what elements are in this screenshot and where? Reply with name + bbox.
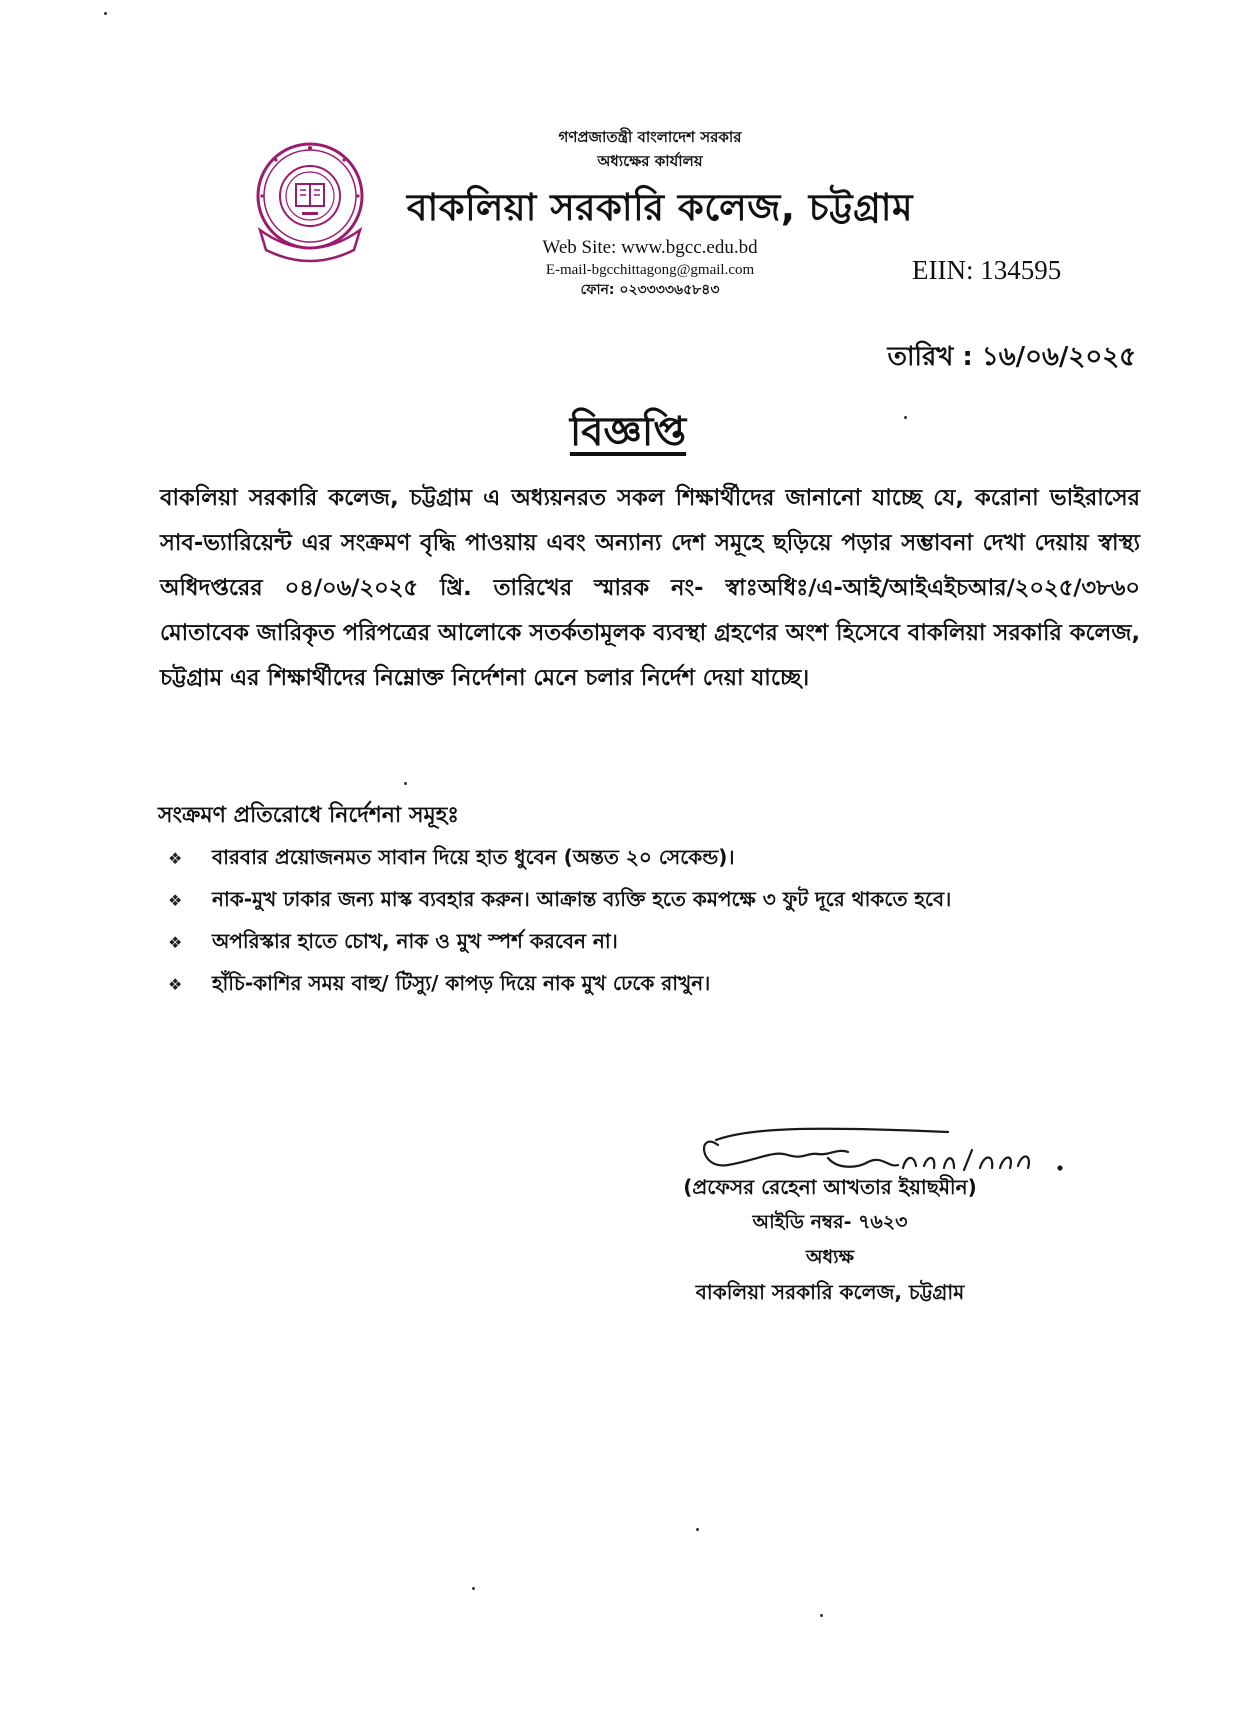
website-text: Web Site: www.bgcc.edu.bd: [542, 237, 758, 258]
scan-speck: [820, 1614, 823, 1617]
guideline-text: হাঁচি-কাশির সময় বাহু/ টিস্যু/ কাপড় দিয়ে নাক মুখ ঢেকে রাখুন।: [212, 971, 711, 995]
eiin-number: EIIN: 134595: [912, 255, 1062, 285]
guideline-item: [168, 968, 1148, 1000]
guideline-item: [168, 842, 1148, 874]
college-seal-logo: [246, 138, 374, 266]
guidelines-list: [168, 842, 1148, 1010]
guideline-item: [168, 884, 1148, 916]
guideline-text: নাক-মুখ ঢাকার জন্য মাস্ক ব্যবহার করুন। আক্রান্ত ব্যক্তি হতে কমপক্ষে ৩ ফুট দূরে থাকতে হবে।: [212, 887, 952, 911]
government-line: গণপ্রজাতন্ত্রী বাংলাদেশ সরকার: [558, 128, 742, 146]
signatory-institution: বাকলিয়া সরকারি কলেজ, চট্টগ্রাম: [695, 1280, 965, 1304]
scan-speck: [404, 782, 407, 785]
notice-body: বাকলিয়া সরকারি কলেজ, চট্টগ্রাম এ অধ্যয়নরত সকল শিক্ষার্থীদের জানানো যাচ্ছে যে, করোনা ভাইরাসের সাব-ভ্যারিয়েন্ট এর সংক্রমণ বৃদ্ধি পাওয়ায় এবং অন্যান্য দেশ সমূহে ছড়িয়ে পড়ার সম্ভাবনা দেখা দেয়ায় স্বাস্থ্য অধিদপ্তরের ০৪/০৬/২০২৫ খ্রি. তারিখের স্মারক নং- স্বাঃঅধিঃ/এ-আই/আইএইচআর/২০২৫/৩৮৬০ মোতাবেক জারিকৃত পরিপত্রের আলোকে সতর্কতামূলক ব্যবস্থা গ্রহণের অংশ হিসেবে বাকলিয়া সরকারি কলেজ, চট্টগ্রাম এর শিক্ষার্থীদের নিম্নোক্ত নির্দেশনা মেনে চলার নির্দেশ দেয়া যাচ্ছে।: [160, 485, 1140, 691]
signatory-name: (প্রফেসর রেহেনা আখতার ইয়াছমীন): [683, 1175, 977, 1199]
guideline-text: বারবার প্রয়োজনমত সাবান দিয়ে হাত ধুবেন (অন্তত ২০ সেকেন্ড)।: [212, 845, 735, 869]
guidelines-title: সংক্রমণ প্রতিরোধে নির্দেশনা সমূহঃ: [158, 803, 459, 828]
office-line: অধ্যক্ষের কার্যালয়: [597, 152, 703, 170]
notice-title-text: বিজ্ঞপ্তি: [569, 409, 687, 455]
diamond-bullet-icon: ❖: [168, 975, 183, 994]
guideline-text: অপরিস্কার হাতে চোখ, নাক ও মুখ স্পর্শ করবেন না।: [212, 929, 618, 953]
scan-speck: [104, 12, 107, 15]
diamond-bullet-icon: ❖: [168, 849, 183, 868]
diamond-bullet-icon: ❖: [168, 891, 183, 910]
diamond-bullet-icon: ❖: [168, 933, 183, 952]
contact-block: [470, 236, 830, 300]
signature-block: [640, 1170, 1020, 1310]
scan-speck: [904, 416, 907, 419]
scan-speck: [696, 1528, 699, 1531]
phone-text: ফোন: ০২৩৩৩৩৬৫৮৪৩: [580, 282, 720, 298]
guideline-item: [168, 926, 1148, 958]
email-text: E-mail-bgcchittagong@gmail.com: [545, 262, 755, 278]
college-name: বাকলিয়া সরকারি কলেজ, চট্টগ্রাম: [406, 186, 914, 229]
notice-title: [0, 400, 1256, 467]
signatory-designation: অধ্যক্ষ: [805, 1246, 854, 1268]
signatory-id: আইডি নম্বর- ৭৬২৩: [752, 1211, 908, 1233]
scan-speck: [472, 1587, 475, 1590]
notice-date: তারিখ : ১৬/০৬/২০২৫: [887, 342, 1136, 372]
